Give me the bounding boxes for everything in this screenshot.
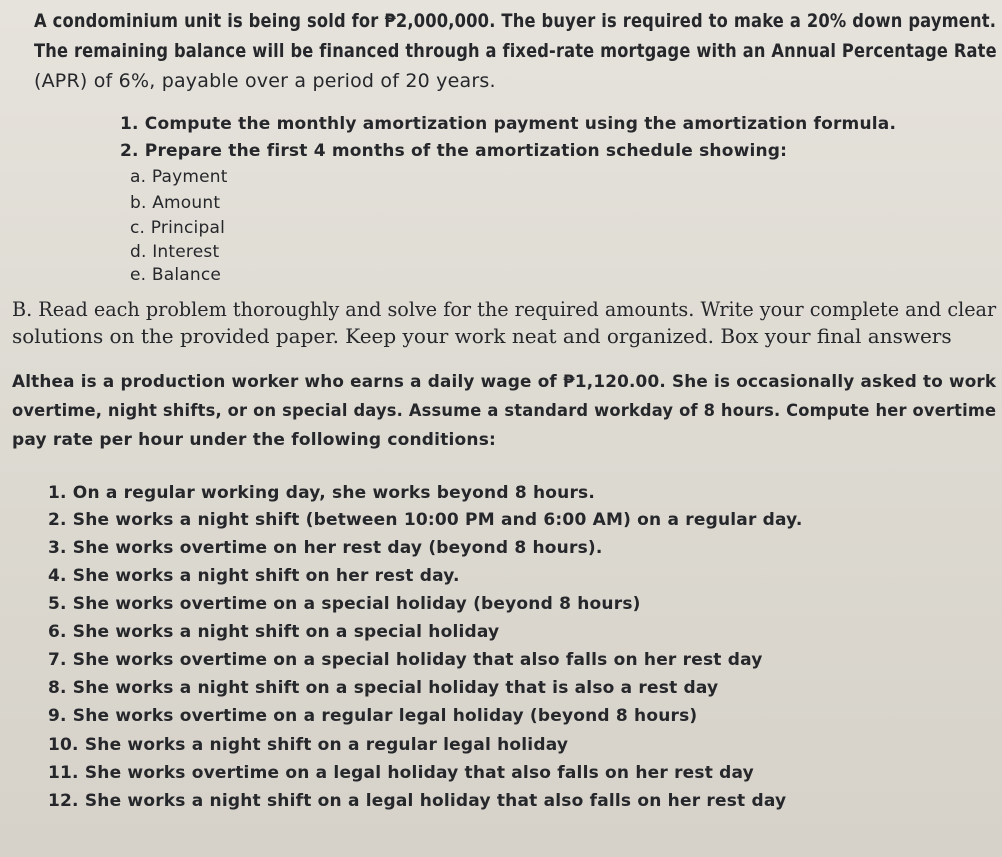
problem-a-line-3: (APR) of 6%, payable over a period of 20 years. bbox=[34, 70, 496, 92]
condition-7: 7. She works overtime on a special holiday that also falls on her rest day bbox=[48, 650, 763, 670]
schedule-item-amount: b. Amount bbox=[130, 193, 221, 213]
problem-b-line-2: overtime, night shifts, or on special days. Assume a standard workday of 8 hours. Compute her overtime bbox=[12, 401, 997, 421]
condition-12: 12. She works a night shift on a legal holiday that also falls on her rest day bbox=[48, 791, 787, 811]
condition-4: 4. She works a night shift on her rest day. bbox=[48, 566, 460, 586]
schedule-item-balance: e. Balance bbox=[130, 265, 222, 285]
condition-8: 8. She works a night shift on a special holiday that is also a rest day bbox=[48, 678, 719, 698]
condition-1: 1. On a regular working day, she works beyond 8 hours. bbox=[48, 483, 596, 503]
problem-a-line-1: A condominium unit is being sold for ₱2,000,000. The buyer is required to make a 20% down payment. bbox=[34, 10, 997, 32]
condition-11: 11. She works overtime on a legal holiday that also falls on her rest day bbox=[48, 763, 754, 783]
condition-6: 6. She works a night shift on a special holiday bbox=[48, 622, 500, 642]
schedule-item-principal: c. Principal bbox=[130, 218, 225, 238]
problem-b-line-1: Althea is a production worker who earns a daily wage of ₱1,120.00. She is occasionally asked to work bbox=[12, 372, 997, 392]
task-1: 1. Compute the monthly amortization payment using the amortization formula. bbox=[120, 114, 897, 134]
condition-3: 3. She works overtime on her rest day (beyond 8 hours). bbox=[48, 538, 603, 558]
section-b-line-2: solutions on the provided paper. Keep your work neat and organized. Box your final answers bbox=[12, 324, 952, 348]
problem-b-line-3: pay rate per hour under the following conditions: bbox=[12, 430, 497, 450]
condition-5: 5. She works overtime on a special holiday (beyond 8 hours) bbox=[48, 594, 641, 614]
condition-9: 9. She works overtime on a regular legal holiday (beyond 8 hours) bbox=[48, 706, 698, 726]
problem-a-line-2: The remaining balance will be financed through a fixed-rate mortgage with an Annual Percentage Rate bbox=[34, 40, 997, 62]
schedule-item-payment: a. Payment bbox=[130, 167, 228, 187]
condition-10: 10. She works a night shift on a regular legal holiday bbox=[48, 735, 569, 755]
task-2: 2. Prepare the first 4 months of the amortization schedule showing: bbox=[120, 141, 788, 161]
section-b-line-1: B. Read each problem thoroughly and solve for the required amounts. Write your complete and clear bbox=[12, 297, 997, 321]
condition-2: 2. She works a night shift (between 10:00 PM and 6:00 AM) on a regular day. bbox=[48, 510, 803, 530]
schedule-item-interest: d. Interest bbox=[130, 242, 220, 262]
